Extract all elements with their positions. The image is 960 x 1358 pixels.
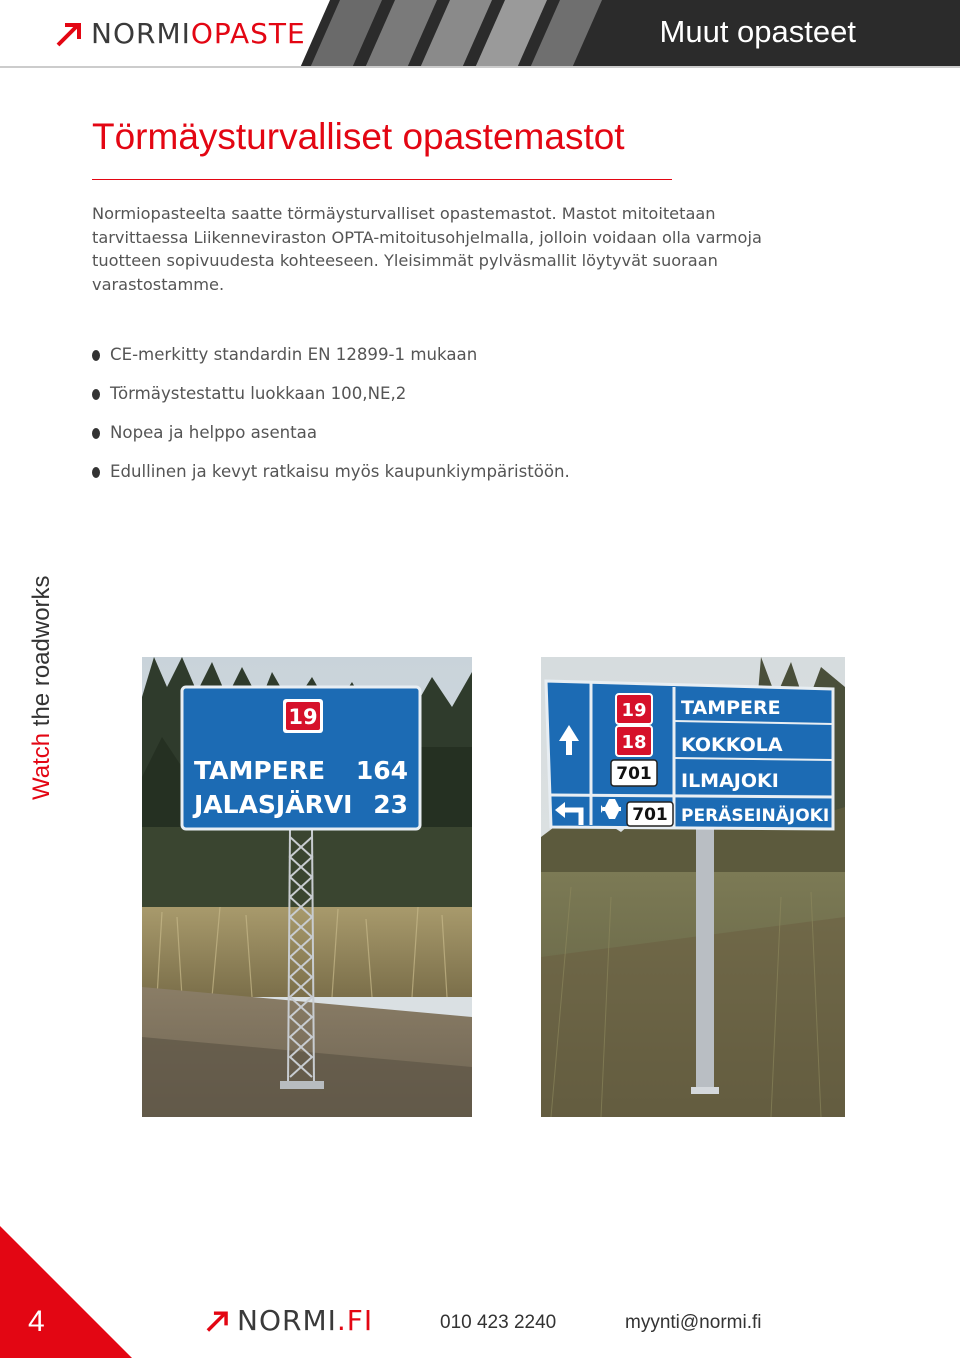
sign-place: JALASJÄRVI: [194, 790, 353, 819]
feature-text: Nopea ja helppo asentaa: [110, 423, 318, 442]
title-divider: [92, 179, 672, 180]
route-number: 701: [616, 764, 652, 784]
sign-place: TAMPERE: [681, 697, 781, 719]
normiopaste-logo[interactable]: [55, 14, 306, 54]
feature-text: Edullinen ja kevyt ratkaisu myös kaupunkiympäristöön.: [110, 462, 570, 481]
route-number: 701: [632, 805, 668, 825]
logo-text-dark: NORMI: [91, 17, 191, 50]
sign-distance: 23: [373, 790, 408, 819]
route-number: 18: [621, 732, 647, 753]
page-header: [0, 0, 960, 68]
tagline-rest: the roadworks: [28, 575, 55, 733]
intro-paragraph: Normiopasteelta saatte törmäysturvalliset opastemastot. Mastot mitoitetaan tarvittaessa Liikenneviraston OPTA-mitoitusohjelmalla, jolloin voidaan olla varmoja tuotteen sopivuudesta kohteeseen. Yleisimmät pylväsmallit löytyvät suoraan varastostamme.: [92, 204, 762, 294]
sign-place: ILMAJOKI: [681, 770, 779, 792]
logo-arrow-icon: [55, 19, 89, 49]
sign-place: TAMPERE: [194, 756, 326, 785]
section-title: Muut opasteet: [659, 14, 856, 49]
logo-text-dark: NORMI: [237, 1304, 337, 1337]
logo-arrow-icon: [205, 1308, 235, 1334]
normi-fi-logo[interactable]: [205, 1304, 373, 1338]
page-title: Törmäysturvalliset opastemastot: [92, 116, 625, 157]
feature-text: CE-merkitty standardin EN 12899-1 mukaan: [110, 345, 478, 364]
phone-number[interactable]: 010 423 2240: [440, 1312, 557, 1333]
route-number: 19: [288, 705, 318, 729]
sign-distance: 164: [355, 756, 408, 785]
feature-item: [92, 418, 570, 457]
corner-triangle: [0, 1226, 132, 1358]
email-link[interactable]: myynti@normi.fi: [625, 1312, 762, 1333]
route-number: 19: [621, 700, 647, 721]
tagline-accent: Watch: [28, 732, 55, 800]
logo-text-red: OPASTE: [190, 17, 306, 50]
sign-place: PERÄSEINÄJOKI: [681, 806, 830, 826]
bullet-icon: [92, 467, 100, 478]
bullet-icon: [92, 428, 100, 439]
page-number: 4: [28, 1305, 45, 1338]
vertical-tagline: [28, 575, 56, 800]
feature-item: [92, 457, 570, 496]
logo-text-red: .FI: [336, 1304, 374, 1337]
photo-sign-tampere-jalasjarvi: [142, 657, 472, 1117]
feature-list: [92, 340, 570, 496]
feature-item: [92, 340, 570, 379]
feature-item: [92, 379, 570, 418]
photo-sign-direction: [541, 657, 845, 1117]
feature-text: Törmäystestattu luokkaan 100,NE,2: [110, 384, 407, 403]
sign-place: KOKKOLA: [681, 734, 783, 756]
bullet-icon: [92, 389, 100, 400]
bullet-icon: [92, 350, 100, 361]
